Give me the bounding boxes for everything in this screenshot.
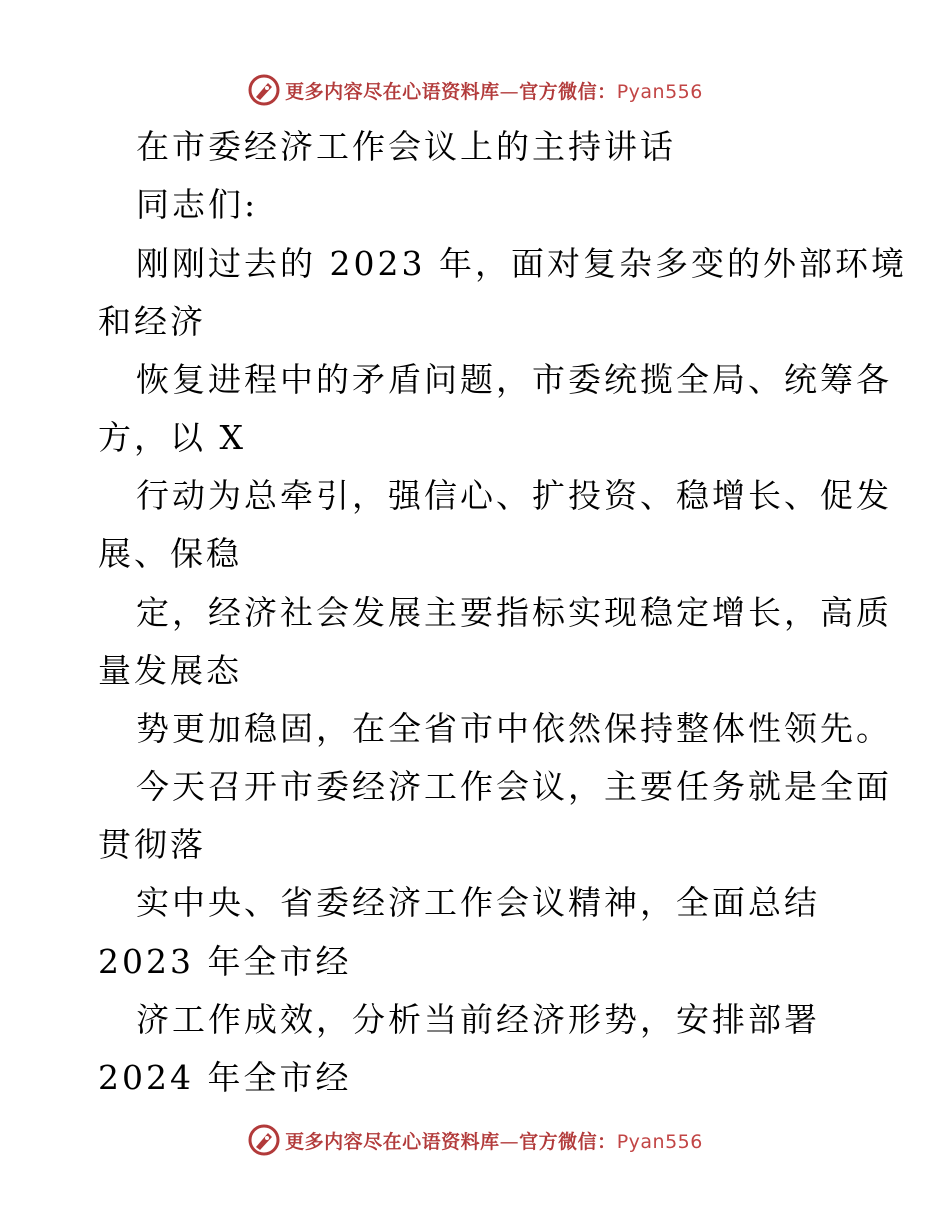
document-line: 方，以 X xyxy=(98,418,246,457)
watermark-separator: — xyxy=(499,80,520,103)
document-line: 同志们: xyxy=(136,185,259,224)
document-line: 济工作成效，分析当前经济形势，安排部署 xyxy=(136,1000,820,1039)
document-line: 2024 年全市经 xyxy=(98,1058,352,1097)
watermark-slogan: 更多内容尽在心语资料库 xyxy=(285,80,500,103)
document-line: 定，经济社会发展主要指标实现稳定增长，高质 xyxy=(136,593,892,632)
document-line: 势更加稳固，在全省市中依然保持整体性领先。 xyxy=(136,709,892,748)
watermark-label: 官方微信： xyxy=(519,1130,617,1153)
document-line: 2023 年全市经 xyxy=(98,942,352,981)
watermark-id: Pyan556 xyxy=(616,80,703,103)
document-line: 贯彻落 xyxy=(98,825,206,864)
footer-watermark xyxy=(0,1120,950,1160)
document-line: 展、保稳 xyxy=(98,534,242,573)
document-line: 恢复进程中的矛盾问题，市委统揽全局、统筹各 xyxy=(136,360,892,399)
document-line: 刚刚过去的 2023 年，面对复杂多变的外部环境 xyxy=(136,244,907,283)
document-line: 行动为总牵引，强信心、扩投资、稳增长、促发 xyxy=(136,476,892,515)
document-line: 实中央、省委经济工作会议精神，全面总结 xyxy=(136,883,820,922)
document-line: 和经济 xyxy=(98,302,206,341)
pen-nib-icon xyxy=(247,1123,281,1157)
document-line: 量发展态 xyxy=(98,651,242,690)
watermark-separator: — xyxy=(499,1130,520,1153)
watermark-label: 官方微信： xyxy=(519,80,617,103)
watermark-slogan: 更多内容尽在心语资料库 xyxy=(285,1130,500,1153)
watermark-text-group xyxy=(285,1127,703,1154)
document-line: 今天召开市委经济工作会议，主要任务就是全面 xyxy=(136,767,892,806)
document-title: 在市委经济工作会议上的主持讲话 xyxy=(136,127,676,166)
watermark-id: Pyan556 xyxy=(616,1130,703,1153)
